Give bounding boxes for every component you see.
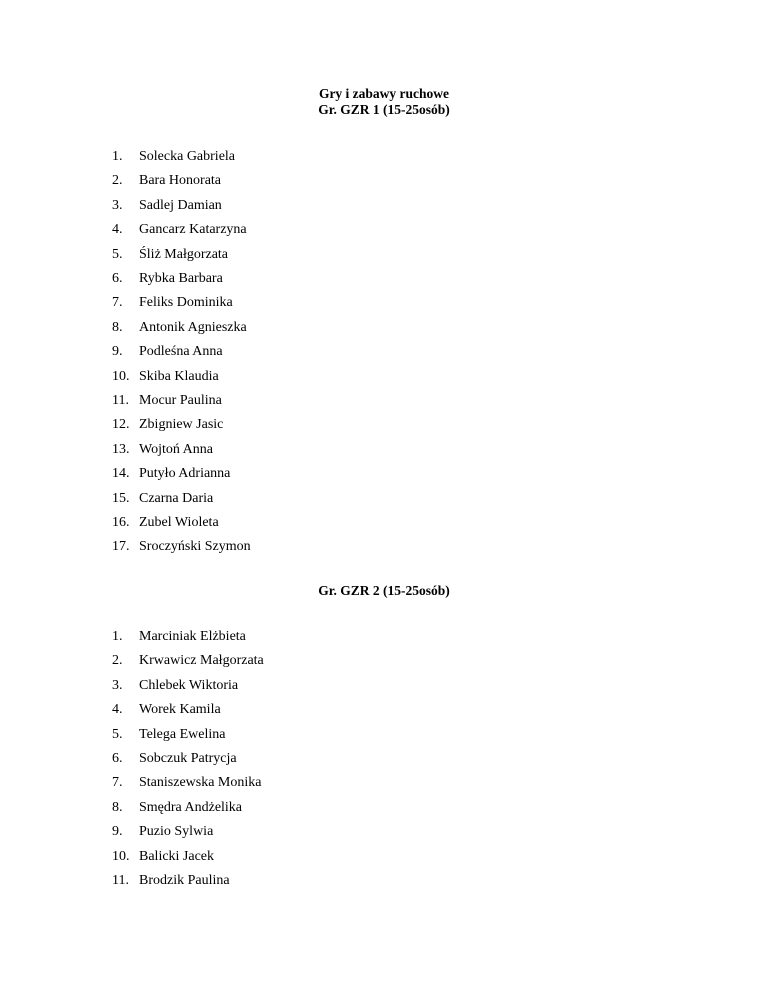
list-item-name: Solecka Gabriela bbox=[139, 149, 236, 164]
list-item-name: Telega Ewelina bbox=[139, 726, 226, 742]
list-item-name: Wojtoń Anna bbox=[139, 441, 213, 457]
list-item-number: 16. bbox=[112, 515, 130, 530]
list-item-number: 10. bbox=[112, 848, 130, 864]
list-item-name: Sadlej Damian bbox=[139, 197, 222, 213]
list-item-name: Putyło Adrianna bbox=[139, 466, 231, 482]
group-1-heading: Gr. GZR 1 (15-25osób) bbox=[318, 102, 450, 117]
document-title: Gry i zabawy ruchowe bbox=[318, 86, 450, 101]
list-item-number: 14. bbox=[112, 466, 130, 482]
list-item-name: Feliks Dominika bbox=[139, 295, 233, 311]
list-item-number: 6. bbox=[112, 751, 123, 766]
list-item-number: 17. bbox=[112, 539, 130, 555]
list-item-name: Staniszewska Monika bbox=[139, 775, 262, 791]
list-item-number: 5. bbox=[112, 246, 123, 262]
list-item-number: 4. bbox=[112, 222, 123, 238]
list-item-number: 7. bbox=[112, 775, 123, 791]
list-item-number: 12. bbox=[112, 417, 130, 433]
list-item-number: 1. bbox=[112, 629, 123, 644]
list-item-number: 11. bbox=[112, 393, 129, 408]
list-item-name: Czarna Daria bbox=[139, 490, 214, 506]
list-item-number: 8. bbox=[112, 319, 123, 335]
list-item-name: Zubel Wioleta bbox=[139, 515, 219, 530]
list-item-number: 1. bbox=[112, 149, 123, 164]
list-item-name: Chlebek Wiktoria bbox=[139, 677, 239, 693]
list-item-name: Balicki Jacek bbox=[139, 848, 215, 864]
list-item-number: 8. bbox=[112, 799, 123, 815]
list-item-name: Sobczuk Patrycja bbox=[139, 751, 237, 766]
list-item-number: 4. bbox=[112, 702, 123, 718]
list-item-name: Mocur Paulina bbox=[139, 393, 222, 408]
list-item-number: 15. bbox=[112, 490, 130, 506]
list-item-number: 3. bbox=[112, 197, 123, 213]
list-item-number: 2. bbox=[112, 653, 123, 669]
list-item-name: Skiba Klaudia bbox=[139, 368, 219, 384]
list-item-number: 5. bbox=[112, 726, 123, 742]
list-item-number: 6. bbox=[112, 271, 123, 286]
list-item-name: Antonik Agnieszka bbox=[139, 319, 247, 335]
list-item-name: Śliż Małgorzata bbox=[139, 246, 229, 262]
list-item-number: 9. bbox=[112, 824, 123, 840]
list-item-name: Podleśna Anna bbox=[139, 344, 223, 360]
list-item-name: Bara Honorata bbox=[139, 173, 222, 189]
list-item-name: Rybka Barbara bbox=[139, 271, 223, 286]
list-item-name: Sroczyński Szymon bbox=[139, 539, 251, 555]
list-item-name: Brodzik Paulina bbox=[139, 873, 230, 888]
list-item-number: 13. bbox=[112, 441, 130, 457]
list-item-number: 2. bbox=[112, 173, 123, 189]
list-item-number: 10. bbox=[112, 368, 130, 384]
list-item-name: Krwawicz Małgorzata bbox=[139, 653, 264, 669]
list-item-name: Gancarz Katarzyna bbox=[139, 222, 247, 238]
list-item-name: Smędra Andżelika bbox=[139, 799, 243, 815]
list-item-name: Puzio Sylwia bbox=[139, 824, 214, 840]
list-item-name: Zbigniew Jasic bbox=[139, 417, 224, 433]
list-item-number: 11. bbox=[112, 873, 129, 888]
list-item-name: Marciniak Elżbieta bbox=[139, 629, 246, 644]
list-item-number: 7. bbox=[112, 295, 123, 311]
list-item-name: Worek Kamila bbox=[139, 702, 221, 718]
list-item-number: 9. bbox=[112, 344, 123, 360]
group-2-heading: Gr. GZR 2 (15-25osób) bbox=[318, 583, 450, 598]
list-item-number: 3. bbox=[112, 677, 123, 693]
